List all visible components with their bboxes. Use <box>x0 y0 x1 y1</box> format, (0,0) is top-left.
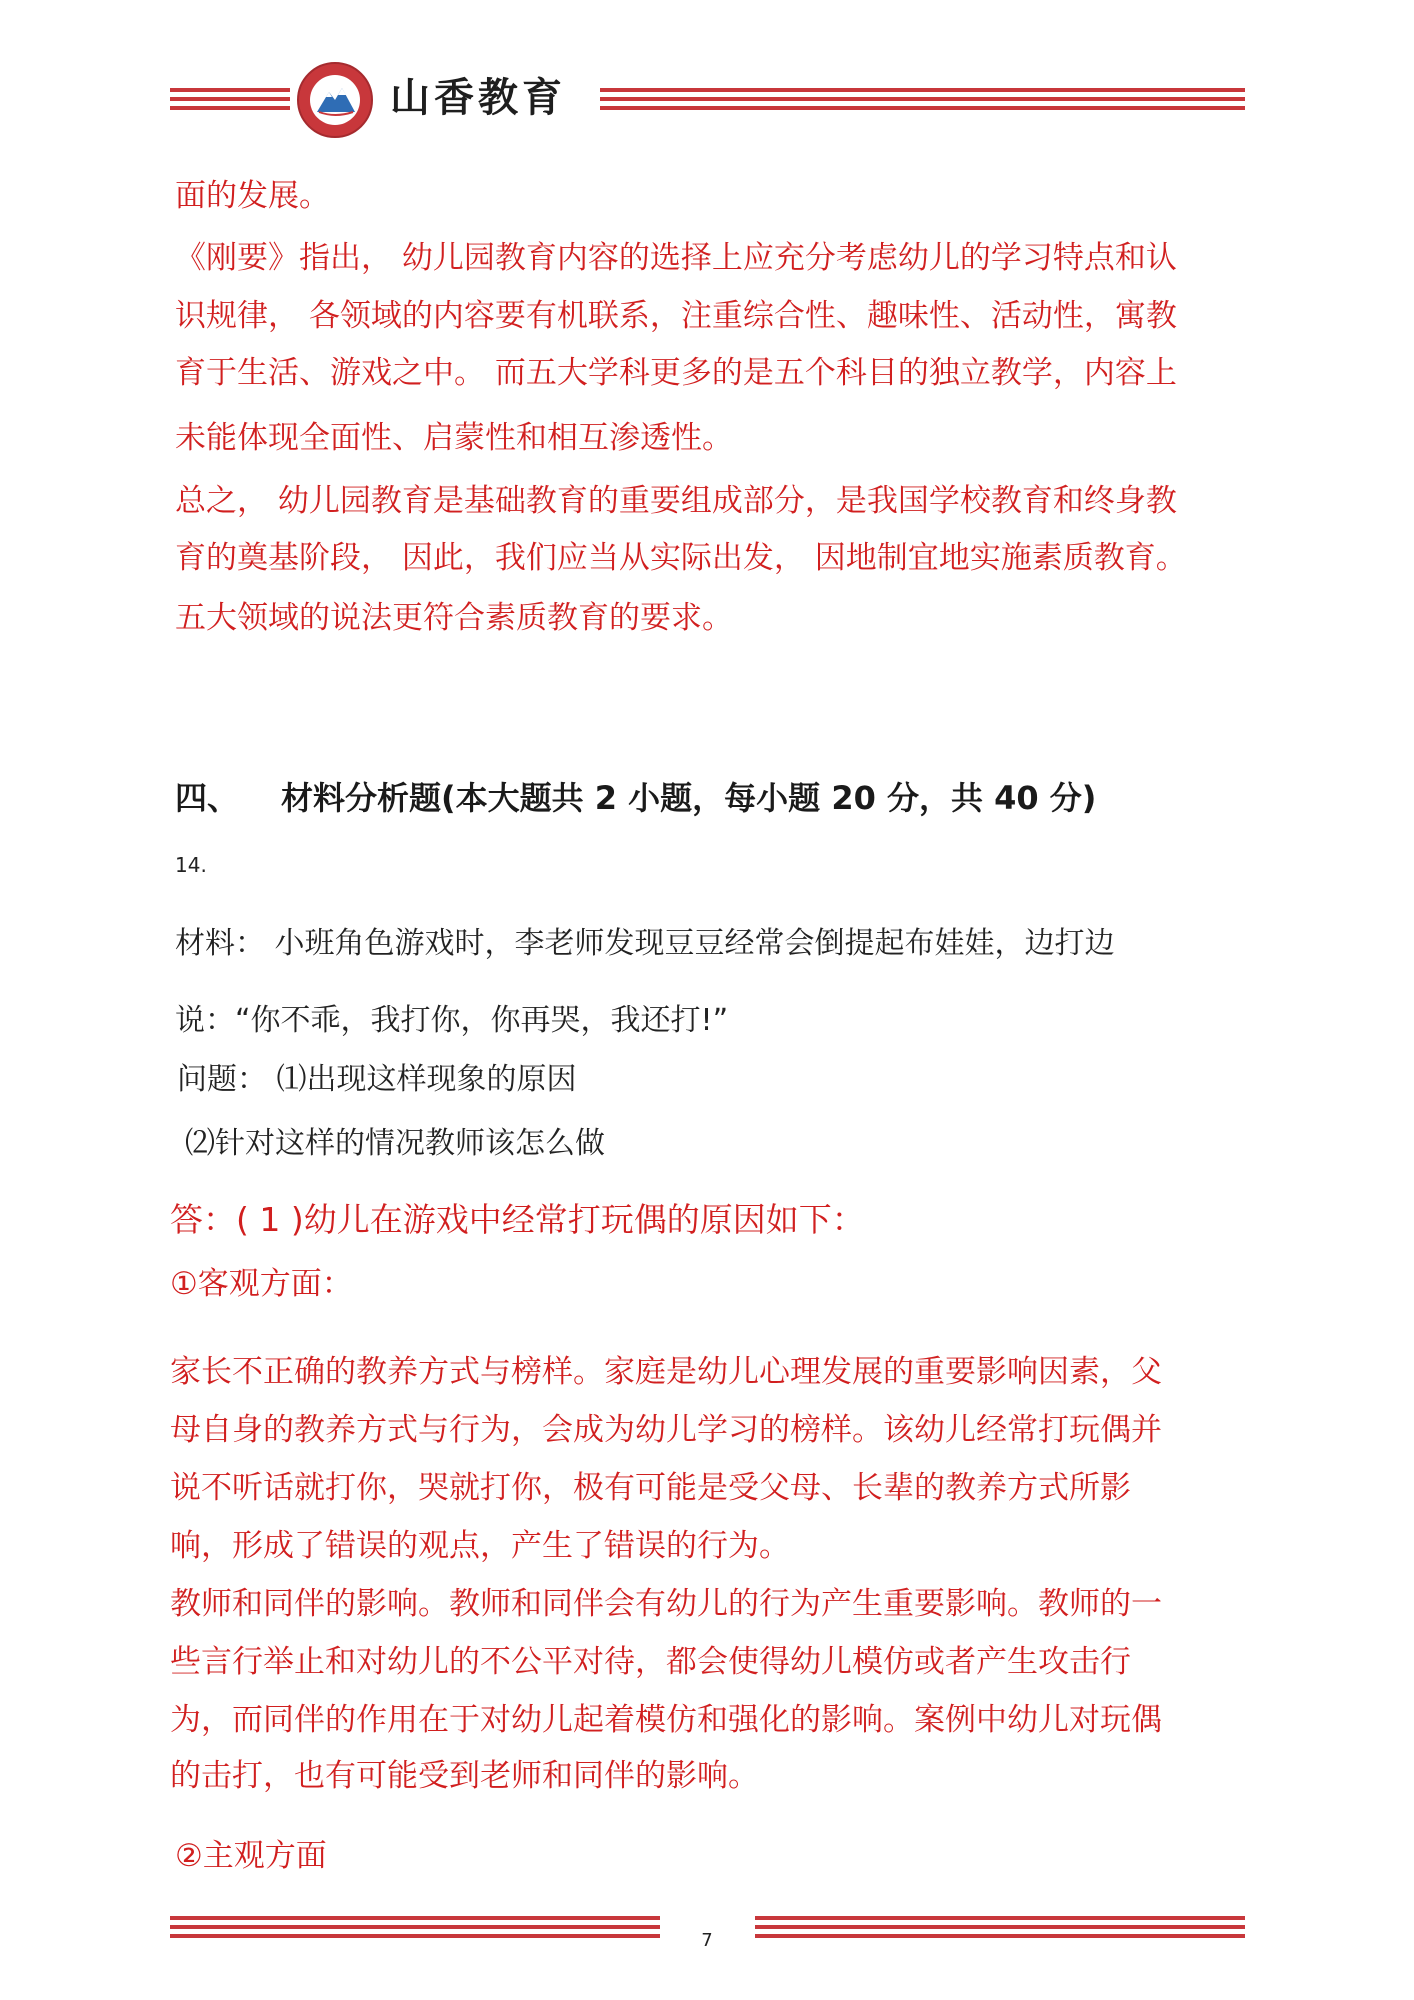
text-line: 总之， 幼儿园教育是基础教育的重要组成部分，是我国学校教育和终身教 <box>175 483 1177 519</box>
answer-line: 些言行举止和对幼儿的不公平对待，都会使得幼儿模仿或者产生攻击行 <box>170 1644 1131 1680</box>
logo-icon <box>297 62 373 138</box>
question-line: 问题： ⑴出现这样现象的原因 <box>177 1062 577 1097</box>
objective-heading: ①客观方面： <box>170 1266 353 1302</box>
footer-stripes-right <box>755 1916 1245 1938</box>
text-line: 育的奠基阶段， 因此，我们应当从实际出发， 因地制宜地实施素质教育。 <box>175 540 1187 576</box>
text-line: 识规律， 各领域的内容要有机联系，注重综合性、趣味性、活动性，寓教 <box>175 298 1177 334</box>
answer-intro: 答：( 1 )幼儿在游戏中经常打玩偶的原因如下： <box>170 1200 865 1239</box>
answer-line: 的击打，也有可能受到老师和同伴的影响。 <box>170 1758 759 1794</box>
text-line: 《刚要》指出， 幼儿园教育内容的选择上应充分考虑幼儿的学习特点和认 <box>175 240 1177 276</box>
question-number: 14. <box>175 853 207 877</box>
brand-title: 山香教育 <box>390 74 566 121</box>
header-stripes-left <box>170 88 290 110</box>
section-number: 四、 <box>175 779 240 817</box>
answer-line: 母自身的教养方式与行为，会成为幼儿学习的榜样。该幼儿经常打玩偶并 <box>170 1412 1162 1448</box>
subjective-heading: ②主观方面 <box>175 1838 327 1874</box>
material-line: 材料： 小班角色游戏时，李老师发现豆豆经常会倒提起布娃娃，边打边 <box>175 926 1115 961</box>
text-line: 未能体现全面性、启蒙性和相互渗透性。 <box>175 420 733 456</box>
answer-line: 为，而同伴的作用在于对幼儿起着模仿和强化的影响。案例中幼儿对玩偶 <box>170 1702 1162 1738</box>
text-line: 育于生活、游戏之中。 而五大学科更多的是五个科目的独立教学，内容上 <box>175 355 1177 391</box>
answer-line: 说不听话就打你，哭就打你，极有可能是受父母、长辈的教养方式所影 <box>170 1470 1131 1506</box>
answer-line: 响，形成了错误的观点，产生了错误的行为。 <box>170 1528 790 1564</box>
footer-stripes-left <box>170 1916 660 1938</box>
answer-line: 教师和同伴的影响。教师和同伴会有幼儿的行为产生重要影响。教师的一 <box>170 1586 1162 1622</box>
answer-line: 家长不正确的教养方式与榜样。家庭是幼儿心理发展的重要影响因素，父 <box>170 1354 1162 1390</box>
page-number: 7 <box>701 1930 713 1951</box>
material-line: 说：“你不乖，我打你，你再哭，我还打!” <box>175 1003 729 1038</box>
text-line: 面的发展。 <box>175 178 330 214</box>
header-stripes-right <box>600 88 1245 110</box>
text-line: 五大领域的说法更符合素质教育的要求。 <box>175 600 733 636</box>
question-line: ⑵针对这样的情况教师该怎么做 <box>185 1126 605 1161</box>
section-heading <box>175 773 1096 819</box>
section-title: 材料分析题(本大题共 2 小题，每小题 20 分，共 40 分) <box>281 779 1097 817</box>
